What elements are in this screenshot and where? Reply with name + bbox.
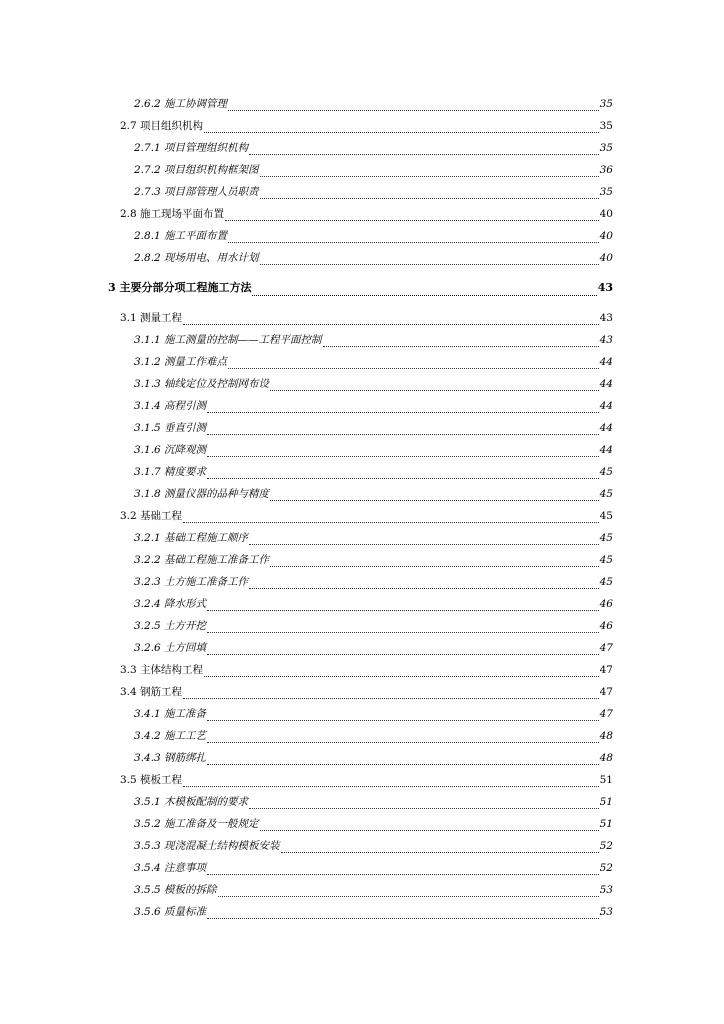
dot-leader — [323, 346, 599, 347]
toc-entry[interactable] — [134, 703, 613, 725]
dot-leader — [252, 295, 596, 296]
dot-leader — [225, 220, 599, 221]
toc-entry-title: 2.7.2 项目组织机构框架图 — [134, 164, 259, 176]
toc-entry[interactable] — [120, 659, 613, 681]
dot-leader — [207, 764, 599, 765]
toc-entry[interactable] — [108, 269, 613, 307]
toc-entry[interactable] — [134, 247, 613, 269]
toc-entry[interactable] — [134, 483, 613, 505]
toc-entry[interactable] — [134, 835, 613, 857]
toc-entry-page-number: 52 — [599, 840, 613, 852]
dot-leader — [204, 676, 599, 677]
toc-entry[interactable] — [134, 439, 613, 461]
dot-leader — [207, 720, 599, 721]
toc-entry[interactable] — [134, 373, 613, 395]
toc-entry[interactable] — [120, 681, 613, 703]
toc-entry[interactable] — [134, 857, 613, 879]
toc-entry[interactable] — [134, 93, 613, 115]
toc-entry-page-number: 51 — [599, 796, 613, 808]
toc-entry[interactable] — [120, 203, 613, 225]
toc-entry-page-number: 45 — [599, 510, 613, 522]
toc-entry-title: 3.5.3 现浇混凝土结构模板安装 — [134, 840, 280, 852]
toc-entry-page-number: 35 — [599, 186, 613, 198]
toc-entry-page-number: 45 — [599, 554, 613, 566]
toc-entry-title: 3.1 测量工程 — [120, 312, 183, 324]
toc-entry-title: 3.2.1 基础工程施工顺序 — [134, 532, 249, 544]
toc-entry-page-number: 51 — [599, 818, 613, 830]
toc-entry-title: 3.1.6 沉降观测 — [134, 444, 207, 456]
toc-entry[interactable] — [134, 791, 613, 813]
dot-leader — [207, 742, 599, 743]
toc-entry-title: 3.1.4 高程引测 — [134, 400, 207, 412]
toc-entry[interactable] — [134, 747, 613, 769]
toc-entry-page-number: 44 — [599, 444, 613, 456]
toc-entry-title: 3.2.2 基础工程施工准备工作 — [134, 554, 270, 566]
dot-leader — [183, 698, 599, 699]
toc-entry-page-number: 47 — [599, 642, 613, 654]
dot-leader — [207, 456, 599, 457]
toc-entry-title: 3.5.6 质量标准 — [134, 906, 207, 918]
toc-entry[interactable] — [134, 527, 613, 549]
toc-entry-title: 3.2.6 土方回填 — [134, 642, 207, 654]
dot-leader — [228, 110, 599, 111]
toc-entry[interactable] — [134, 181, 613, 203]
toc-entry-title: 3.1.8 测量仪器的品种与精度 — [134, 488, 270, 500]
toc-entry-page-number: 40 — [599, 252, 613, 264]
toc-entry-page-number: 48 — [599, 752, 613, 764]
toc-entry-page-number: 43 — [597, 281, 613, 294]
toc-entry-page-number: 48 — [599, 730, 613, 742]
dot-leader — [204, 132, 599, 133]
toc-entry[interactable] — [134, 549, 613, 571]
toc-entry-page-number: 36 — [599, 164, 613, 176]
toc-entry-page-number: 45 — [599, 532, 613, 544]
toc-entry-title: 2.8 施工现场平面布置 — [120, 208, 225, 220]
dot-leader — [249, 588, 599, 589]
dot-leader — [249, 154, 599, 155]
toc-entry[interactable] — [134, 225, 613, 247]
dot-leader — [207, 434, 599, 435]
toc-entry-title: 3.5.4 注意事项 — [134, 862, 207, 874]
toc-entry[interactable] — [134, 461, 613, 483]
toc-entry-title: 3.3 主体结构工程 — [120, 664, 204, 676]
toc-entry-title: 3.5.5 模板的拆除 — [134, 884, 217, 896]
toc-entry-title: 3 主要分部分项工程施工方法 — [108, 281, 252, 294]
toc-entry-page-number: 44 — [599, 422, 613, 434]
toc-entry-title: 3.5.1 木模板配制的要求 — [134, 796, 249, 808]
dot-leader — [270, 566, 599, 567]
toc-entry-page-number: 43 — [599, 312, 613, 324]
dot-leader — [228, 368, 599, 369]
dot-leader — [260, 176, 599, 177]
toc-entry-page-number: 46 — [599, 620, 613, 632]
dot-leader — [207, 632, 599, 633]
toc-entry-page-number: 40 — [599, 230, 613, 242]
table-of-contents — [0, 93, 724, 923]
toc-entry[interactable] — [120, 307, 613, 329]
toc-entry-title: 3.1.3 轴线定位及控制网布设 — [134, 378, 270, 390]
toc-entry[interactable] — [134, 329, 613, 351]
toc-entry-page-number: 52 — [599, 862, 613, 874]
toc-entry[interactable] — [134, 137, 613, 159]
toc-entry-title: 3.2.3 土方施工准备工作 — [134, 576, 249, 588]
toc-entry-title: 3.1.2 测量工作难点 — [134, 356, 228, 368]
toc-entry-page-number: 51 — [599, 774, 613, 786]
toc-entry-page-number: 47 — [599, 708, 613, 720]
toc-entry-title: 3.4.3 钢筋绑扎 — [134, 752, 207, 764]
dot-leader — [218, 896, 599, 897]
toc-entry[interactable] — [134, 901, 613, 923]
dot-leader — [249, 544, 599, 545]
toc-entry[interactable] — [134, 351, 613, 373]
toc-entry-title: 3.5 模板工程 — [120, 774, 183, 786]
toc-entry[interactable] — [134, 593, 613, 615]
toc-entry-title: 3.1.1 施工测量的控制——工程平面控制 — [134, 334, 322, 346]
toc-entry[interactable] — [134, 417, 613, 439]
dot-leader — [260, 198, 599, 199]
dot-leader — [207, 412, 599, 413]
toc-entry[interactable] — [120, 505, 613, 527]
toc-entry-page-number: 35 — [599, 120, 613, 132]
toc-entry-page-number: 44 — [599, 400, 613, 412]
toc-entry-title: 3.4.2 施工工艺 — [134, 730, 207, 742]
toc-entry-page-number: 53 — [599, 884, 613, 896]
toc-entry-title: 2.8.2 现场用电、用水计划 — [134, 252, 259, 264]
toc-entry-page-number: 53 — [599, 906, 613, 918]
toc-entry-title: 2.6.2 施工协调管理 — [134, 98, 228, 110]
toc-entry-title: 3.5.2 施工准备及一般规定 — [134, 818, 259, 830]
dot-leader — [207, 478, 599, 479]
dot-leader — [207, 918, 599, 919]
dot-leader — [270, 500, 599, 501]
toc-entry[interactable] — [134, 571, 613, 593]
toc-entry[interactable] — [134, 615, 613, 637]
toc-entry[interactable] — [134, 813, 613, 835]
toc-entry-title: 3.4 钢筋工程 — [120, 686, 183, 698]
toc-entry-title: 3.2.4 降水形式 — [134, 598, 207, 610]
toc-entry-page-number: 47 — [599, 664, 613, 676]
dot-leader — [207, 610, 599, 611]
dot-leader — [249, 808, 599, 809]
dot-leader — [260, 264, 599, 265]
dot-leader — [207, 874, 599, 875]
toc-entry-title: 2.7.3 项目部管理人员职责 — [134, 186, 259, 198]
toc-entry-title: 3.2 基础工程 — [120, 510, 183, 522]
toc-entry-page-number: 47 — [599, 686, 613, 698]
toc-entry-page-number: 45 — [599, 466, 613, 478]
toc-entry[interactable] — [134, 395, 613, 417]
toc-entry-page-number: 44 — [599, 356, 613, 368]
toc-entry-page-number: 35 — [599, 142, 613, 154]
toc-entry-title: 3.4.1 施工准备 — [134, 708, 207, 720]
dot-leader — [270, 390, 599, 391]
toc-entry-page-number: 44 — [599, 378, 613, 390]
dot-leader — [183, 786, 599, 787]
toc-entry-title: 3.2.5 土方开挖 — [134, 620, 207, 632]
toc-entry[interactable] — [120, 115, 613, 137]
toc-entry-page-number: 45 — [599, 488, 613, 500]
toc-entry-page-number: 43 — [599, 334, 613, 346]
toc-entry-title: 2.8.1 施工平面布置 — [134, 230, 228, 242]
toc-entry-page-number: 35 — [599, 98, 613, 110]
toc-entry[interactable] — [134, 725, 613, 747]
toc-entry-title: 2.7 项目组织机构 — [120, 120, 204, 132]
toc-entry[interactable] — [120, 769, 613, 791]
dot-leader — [207, 654, 599, 655]
toc-entry-page-number: 46 — [599, 598, 613, 610]
dot-leader — [183, 324, 599, 325]
toc-entry-page-number: 40 — [599, 208, 613, 220]
toc-entry[interactable] — [134, 637, 613, 659]
toc-entry[interactable] — [134, 159, 613, 181]
toc-entry-title: 3.1.5 垂直引测 — [134, 422, 207, 434]
dot-leader — [183, 522, 599, 523]
toc-entry-title: 2.7.1 项目管理组织机构 — [134, 142, 249, 154]
dot-leader — [281, 852, 599, 853]
toc-entry[interactable] — [134, 879, 613, 901]
dot-leader — [260, 830, 599, 831]
dot-leader — [228, 242, 599, 243]
toc-entry-title: 3.1.7 精度要求 — [134, 466, 207, 478]
toc-entry-page-number: 45 — [599, 576, 613, 588]
